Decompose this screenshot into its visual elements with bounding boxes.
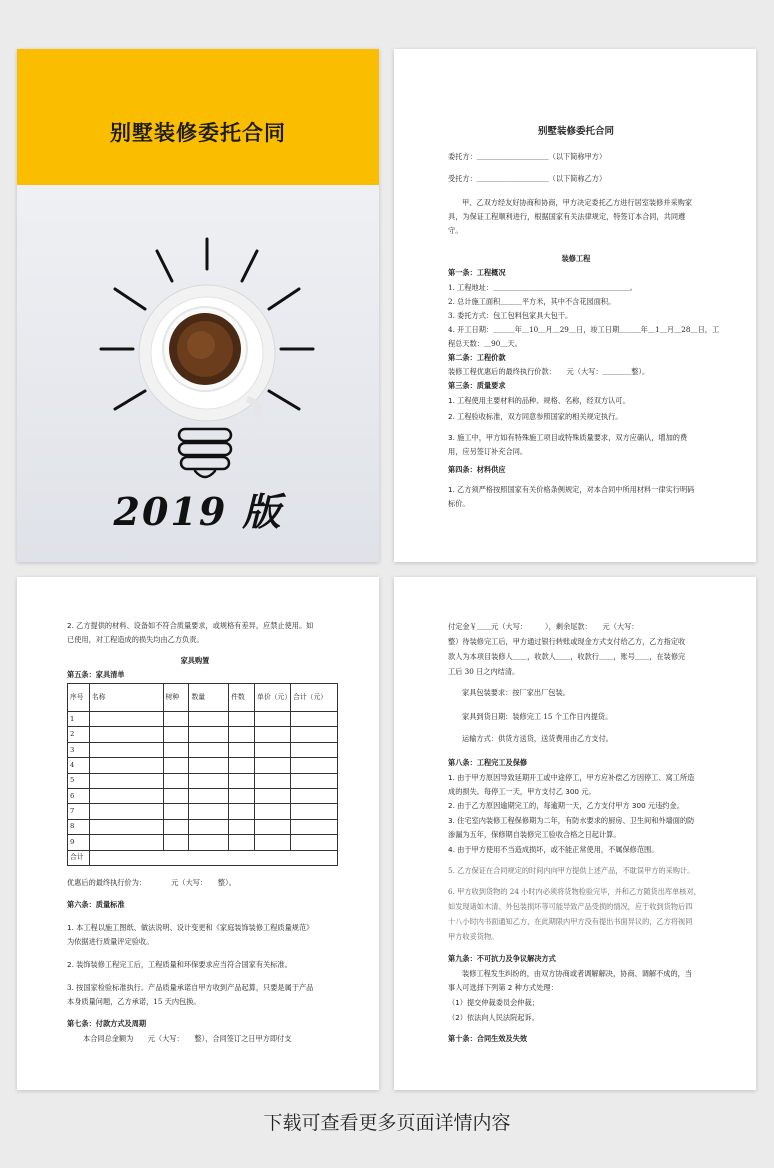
article-6-item-3a: 3. 按国家检验标准执行。产品质量承诺自甲方收到产品起算，只要是属于产品 bbox=[67, 983, 314, 992]
col-header: 件数 bbox=[229, 684, 255, 712]
download-more-caption: 下载可查看更多页面详情内容 bbox=[263, 1112, 511, 1134]
intro-line-2: 具，为保证工程顺利进行，根据国家有关法律规定，特签订本合同，共同遵 bbox=[448, 212, 686, 221]
article-10-heading: 第十条：合同生效及失效 bbox=[448, 1034, 528, 1043]
article-4-item-1b: 标价。 bbox=[448, 499, 470, 508]
row-number: 2 bbox=[68, 727, 90, 742]
contract-heading: 别墅装修委托合同 bbox=[537, 126, 614, 137]
article-7-heading: 第七条：付款方式及周期 bbox=[67, 1019, 147, 1028]
article-8-item-1a: 1. 由于甲方原因导致延期开工或中途停工，甲方应补偿乙方因停工、窝工所造 bbox=[448, 773, 695, 782]
cover-page bbox=[17, 49, 379, 562]
table-row bbox=[68, 804, 338, 819]
col-header: 序号 bbox=[68, 684, 90, 712]
furniture-section-heading: 家具购置 bbox=[180, 656, 210, 665]
article-7-item-1: 本合同总金额为 元（大写： 整），合同签订之日甲方即付支 bbox=[83, 1034, 292, 1043]
article-2-item-1: 装修工程优惠后的最终执行价款： 元（大写：＿＿＿＿整）。 bbox=[448, 367, 650, 376]
article-8-item-6d: 甲方收妥货物。 bbox=[448, 932, 499, 941]
article-2-heading: 第二条：工程价款 bbox=[448, 353, 506, 362]
packing-line: 家具包装要求：按厂家出厂包装。 bbox=[462, 688, 570, 697]
payment-line-1: 付定金￥＿＿元（大写： ），剩余尾款： 元（大写： bbox=[448, 622, 639, 631]
row-number: 4 bbox=[68, 758, 90, 773]
article-5-heading: 第五条：家具清单 bbox=[67, 670, 125, 679]
furniture-table bbox=[67, 683, 338, 866]
row-number: 9 bbox=[68, 835, 90, 850]
table-row bbox=[68, 773, 338, 788]
col-header: 合计（元） bbox=[291, 684, 338, 712]
article-4-heading: 第四条：材料供应 bbox=[448, 465, 506, 474]
article-1-item-2: 2. 总计施工面积＿＿＿平方米，其中不含花园面积。 bbox=[448, 297, 616, 306]
table-total-row bbox=[68, 850, 338, 865]
article-9-item-3: （2）依法向人民法院起诉。 bbox=[448, 1013, 539, 1022]
payment-line-3: 款人为本项目装修人＿＿，收款人＿＿，收款行＿＿，账号＿＿，在装修完 bbox=[448, 652, 686, 661]
article-9-item-1b: 事人可选择下列第 2 种方式处理： bbox=[448, 983, 558, 992]
row-number: 合计 bbox=[68, 850, 90, 865]
article-4-item-1a: 1. 乙方须严格按照国家有关价格条例规定，对本合同中所用材料一律实行明码 bbox=[448, 485, 695, 494]
article-3-item-3b: 用，应另签订补充合同。 bbox=[448, 447, 528, 456]
section-heading: 装修工程 bbox=[561, 254, 591, 263]
delivery-line: 家具到货日期：装修完工 15 个工作日内提货。 bbox=[462, 712, 613, 721]
party-b-line: 受托方：＿＿＿＿＿＿＿＿＿＿（以下简称乙方） bbox=[448, 174, 607, 183]
article-8-item-6b: 如发现诸如木清、外包装损坏等可能导致产品受损的情况，应于收到货物后四 bbox=[448, 902, 693, 911]
article-1-item-1: 1. 工程地址：＿＿＿＿＿＿＿＿＿＿＿＿＿＿＿＿＿＿＿。 bbox=[448, 283, 637, 292]
article-8-item-6a: 6. 甲方收到货物的 24 小时内必须将货物检验完毕，并和乙方随货出库单核对， bbox=[448, 887, 701, 896]
row-number: 6 bbox=[68, 788, 90, 803]
col-header: 树种 bbox=[163, 684, 189, 712]
party-a-line: 委托方：＿＿＿＿＿＿＿＿＿＿（以下简称甲方） bbox=[448, 152, 607, 161]
contract-page-3 bbox=[394, 577, 756, 1090]
article-8-item-1b: 成的损失。每停工一天，甲方支付乙 300 元。 bbox=[448, 787, 596, 796]
col-header: 名称 bbox=[89, 684, 163, 712]
article-1-item-4: 4. 开工日期：＿＿＿年＿10＿月＿29＿日，竣工日期＿＿＿年＿1＿月＿28＿日，工 bbox=[448, 325, 720, 334]
article-6-item-3b: 本身质量问题，乙方承诺，15 天内包换。 bbox=[67, 997, 201, 1006]
article-8-heading: 第八条：工程完工及保修 bbox=[448, 758, 528, 767]
article-6-heading: 第六条：质量标准 bbox=[67, 900, 125, 909]
row-number: 5 bbox=[68, 773, 90, 788]
table-row bbox=[68, 835, 338, 850]
article-9-heading: 第九条：不可抗力及争议解决方式 bbox=[448, 954, 556, 963]
table-row bbox=[68, 819, 338, 834]
row-number: 7 bbox=[68, 804, 90, 819]
col-header: 数量 bbox=[189, 684, 229, 712]
article-8-item-5: 5. 乙方保证在合同规定的时间内向甲方提供上述产品，不耽误甲方的采购计。 bbox=[448, 866, 695, 875]
row-number: 3 bbox=[68, 742, 90, 757]
article-8-item-3b: 渗漏为五年，保修期自装修完工验收合格之日起计算。 bbox=[448, 830, 621, 839]
intro-line-3: 守。 bbox=[448, 226, 463, 235]
article-8-item-3a: 3. 住宅室内装修工程保修期为二年，有防水要求的厨房、卫生间和外墙面的防 bbox=[448, 816, 695, 825]
final-price-line: 优惠后的最终执行价为： 元（大写： 整）。 bbox=[67, 878, 236, 887]
article-1-item-5: 程总天数：＿90＿天。 bbox=[448, 339, 522, 348]
material-clause-a: 2. 乙方提供的材料、设备如不符合质量要求，或规格有差异，应禁止使用。如 bbox=[67, 621, 314, 630]
article-3-item-2: 2. 工程验收标准，双方同意参照国家的相关规定执行。 bbox=[448, 412, 623, 421]
table-row bbox=[68, 758, 338, 773]
material-clause-b: 已使用，对工程造成的损失均由乙方负责。 bbox=[67, 635, 204, 644]
intro-line-1: 甲、乙双方经友好协商和协商，甲方决定委托乙方进行居室装修并采购家 bbox=[462, 198, 693, 207]
table-row bbox=[68, 727, 338, 742]
contract-page-2 bbox=[17, 577, 379, 1090]
table-row bbox=[68, 788, 338, 803]
article-6-item-2: 2. 装饰装修工程完工后，工程质量和环保要求应当符合国家有关标准。 bbox=[67, 960, 292, 969]
cover-version: 2019 版 bbox=[113, 489, 283, 534]
row-number: 8 bbox=[68, 819, 90, 834]
payment-line-2: 整）待装修完工后，甲方通过银行转账或现金方式支付给乙方，乙方指定收 bbox=[448, 637, 686, 646]
cover-title: 别墅装修委托合同 bbox=[110, 121, 286, 145]
article-8-item-4: 4. 由于甲方使用不当造成损坏，或不能正常使用，不属保修范围。 bbox=[448, 845, 659, 854]
article-8-item-6c: 十八小时内书面通知乙方，在此期限内甲方没有提出书面异议的，乙方将视同 bbox=[448, 917, 693, 926]
row-number: 1 bbox=[68, 712, 90, 727]
col-header: 单价（元） bbox=[255, 684, 291, 712]
article-6-item-1b: 为依据进行质量评定验收。 bbox=[67, 937, 154, 946]
transport-line: 运输方式：供货方送货，送货费用由乙方支付。 bbox=[462, 734, 613, 743]
article-9-item-1a: 装修工程发生纠纷的，由双方协商或者调解解决，协商、调解不成的，当 bbox=[462, 969, 693, 978]
contract-page-1 bbox=[394, 49, 756, 562]
table-header-row bbox=[68, 684, 338, 712]
article-9-item-2: （1）提交仲裁委员会仲裁； bbox=[448, 998, 539, 1007]
article-3-item-3a: 3. 施工中，甲方如有特殊施工项目或特殊质量要求，双方应确认，增加的费 bbox=[448, 433, 688, 442]
article-6-item-1a: 1. 本工程以施工图纸、做法说明、设计变更和《家庭装饰装修工程质量规范》 bbox=[67, 923, 314, 932]
article-8-item-2: 2. 由于乙方原因逾期完工的，每逾期一天，乙方支付甲方 300 元违约金。 bbox=[448, 801, 684, 810]
payment-line-4: 工后 30 日之内结清。 bbox=[448, 667, 520, 676]
article-1-heading: 第一条：工程概况 bbox=[448, 268, 506, 277]
table-row bbox=[68, 742, 338, 757]
article-3-heading: 第三条：质量要求 bbox=[448, 381, 506, 390]
article-1-item-3: 3. 委托方式：包工包料包家具大包干。 bbox=[448, 311, 573, 320]
article-3-item-1: 1. 工程使用主要材料的品种、规格、名称，经双方认可。 bbox=[448, 396, 630, 405]
table-row bbox=[68, 712, 338, 727]
